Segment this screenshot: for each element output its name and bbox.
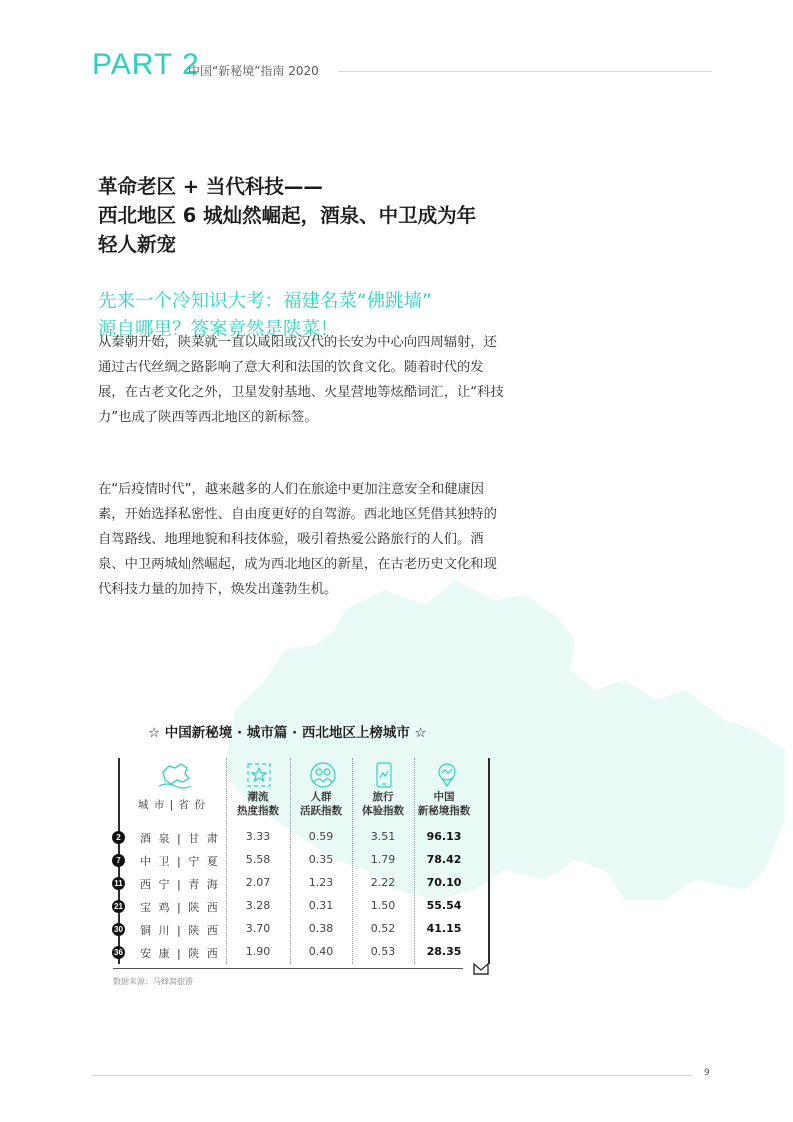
china-map-icon	[157, 760, 193, 790]
map-pin-icon	[432, 760, 462, 790]
main-heading-line2: 西北地区 6 城灿然崛起，酒泉、中卫成为年	[98, 204, 477, 227]
city-cell: 西 宁 | 青 海	[140, 878, 220, 891]
col-label-line: 人群	[310, 791, 332, 803]
city-cell: 安 康 | 陕 西	[140, 947, 220, 960]
table-base-line	[113, 968, 463, 969]
col-label-line: 新秘境指数	[417, 805, 471, 817]
trend-value: 1.90	[245, 945, 271, 958]
city-cell: 中 卫 | 宁 夏	[140, 855, 220, 868]
rank-badge: 7	[112, 854, 125, 867]
trend-value: 3.33	[245, 830, 271, 843]
index-value: 28.35	[426, 945, 462, 958]
mafengwo-logo-icon	[472, 962, 490, 976]
rank-badge: 2	[112, 831, 125, 844]
table-row	[110, 828, 490, 848]
main-heading-line1: 革命老区 + 当代科技——	[98, 175, 323, 198]
header-rule	[338, 71, 712, 72]
crowd-value: 0.31	[308, 899, 334, 912]
table-row	[110, 943, 490, 963]
phone-travel-icon	[369, 760, 399, 790]
col-label-travel	[353, 790, 413, 818]
trend-value: 3.70	[245, 922, 271, 935]
city-cell: 铜 川 | 陕 西	[140, 924, 220, 937]
data-source: 数据来源：马蜂窝旅游	[113, 977, 193, 986]
index-value: 70.10	[426, 876, 462, 889]
col-label-line: 热度指数	[237, 805, 279, 817]
paragraph-1: 从秦朝开始，陕菜就一直以咸阳或汉代的长安为中心向四周辐射，还通过古代丝绸之路影响了意大利和法国的饮食文化。随着时代的发展，在古老文化之外，卫星发射基地、火星营地等炫酷词汇，让“科技力”也成了陕西等西北地区的新标签。	[98, 335, 504, 425]
main-heading	[98, 172, 528, 259]
travel-value: 0.53	[370, 945, 396, 958]
col-label-line: 体验指数	[362, 805, 404, 817]
rank-badge: 11	[112, 877, 125, 890]
rank-badge: 30	[112, 923, 125, 936]
index-value: 78.42	[426, 853, 462, 866]
col-label-line: 活跃指数	[300, 805, 342, 817]
crowd-value: 0.59	[308, 830, 334, 843]
table-row	[110, 920, 490, 940]
col-label-line: 潮流	[247, 791, 269, 803]
trend-value: 3.28	[245, 899, 271, 912]
main-heading-line3: 轻人新宠	[98, 233, 177, 256]
city-cell: 酒 泉 | 甘 肃	[140, 832, 220, 845]
index-value: 55.54	[426, 899, 462, 912]
travel-value: 1.79	[370, 853, 396, 866]
col-label-trend	[228, 790, 288, 818]
index-value: 41.15	[426, 922, 462, 935]
travel-value: 3.51	[370, 830, 396, 843]
table-row	[110, 851, 490, 871]
table-title: ☆ 中国新秘境 · 城市篇 · 西北地区上榜城市 ☆	[148, 725, 427, 741]
col-label-line: 旅行	[372, 791, 394, 803]
part-label: PART 2	[92, 48, 200, 81]
crowd-value: 1.23	[308, 876, 334, 889]
crowd-value: 0.38	[308, 922, 334, 935]
trend-icon	[244, 760, 274, 790]
footer-rule	[92, 1075, 692, 1076]
crowd-value: 0.35	[308, 853, 334, 866]
crowd-value: 0.40	[308, 945, 334, 958]
paragraph-2: 在“后疫情时代”，越来越多的人们在旅途中更加注意安全和健康因素，开始选择私密性、自由度更好的自驾游。西北地区凭借其独特的自驾路线、地理地貌和科技体验，吸引着热爱公路旅行的人们。酒泉、中卫两城灿然崛起，成为西北地区的新星，在古老历史文化和现代科技力量的加持下，焕发出蓬勃生机。	[98, 482, 497, 597]
sub-heading-line2: 源自哪里？答案竟然是陕菜！	[98, 319, 339, 340]
sub-heading-line1: 先来一个冷知识大考：福建名菜“佛跳墙”	[98, 291, 432, 312]
travel-value: 2.22	[370, 876, 396, 889]
col-label-crowd	[291, 790, 351, 818]
travel-value: 0.52	[370, 922, 396, 935]
travel-value: 1.50	[370, 899, 396, 912]
col-label-line: 中国	[433, 791, 455, 803]
rank-badge: 21	[112, 900, 125, 913]
header-title: 中国“新秘境”指南 2020	[188, 64, 319, 78]
table-row	[110, 874, 490, 894]
page-number: 9	[704, 1068, 710, 1078]
index-value: 96.13	[426, 830, 462, 843]
rank-badge: 36	[112, 946, 125, 959]
crowd-icon	[308, 760, 338, 790]
city-province-header: 城 市 | 省 份	[138, 799, 206, 811]
trend-value: 5.58	[245, 853, 271, 866]
table-row	[110, 897, 490, 917]
city-cell: 宝 鸡 | 陕 西	[140, 901, 220, 914]
col-label-index	[414, 790, 474, 818]
trend-value: 2.07	[245, 876, 271, 889]
